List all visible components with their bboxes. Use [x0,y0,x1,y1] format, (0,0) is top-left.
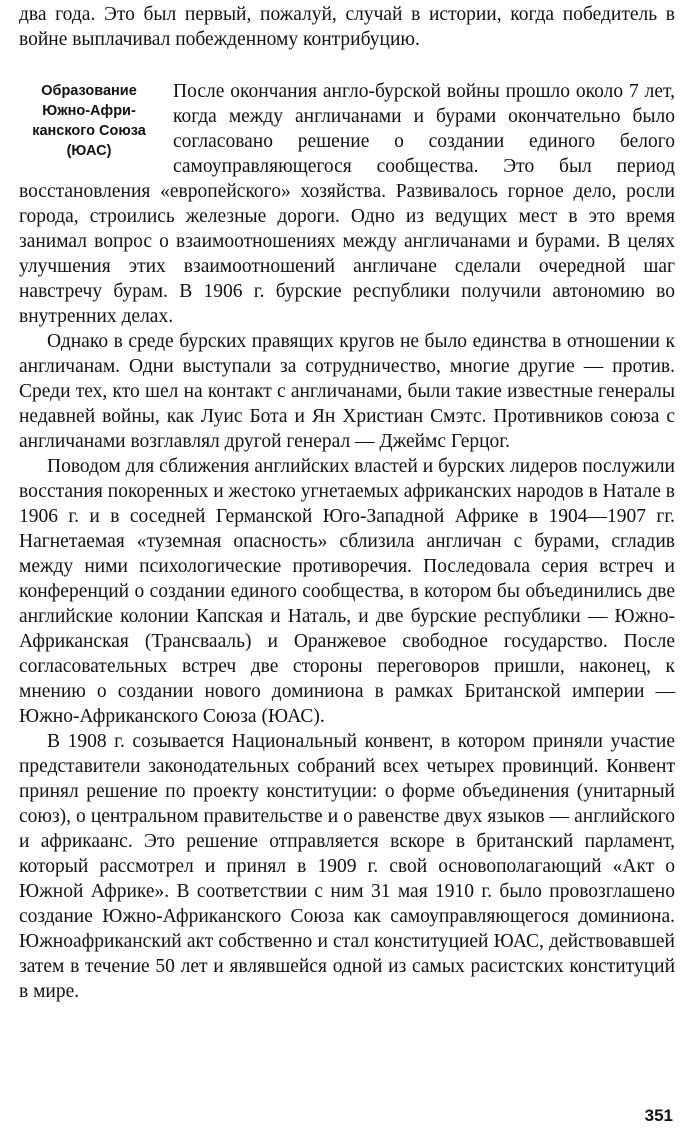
body-paragraph-3: Поводом для сближения английских властей и бурских лидеров послужили восстания покоренных и жестоко угнетаемых африканских народов в Натале в 1906 г. и в соседней Германской Юго-Западной Африке в 1904—1907 гг. Нагнетаемая «туземная опасность» сблизила англичан с бурами, сгладив между ними психологические противоречия. Последовала серия встреч и конференций о создании единого сообщества, в котором бы объединились две английские колонии Капская и Наталь, и две бурские республики — Южно-Африканская (Трансвааль) и Оранжевое свободное государство. После согласовательных встреч две стороны переговоров пришли, наконец, к мнению о создании нового доминиона в рамках Британской империи — Южно-Африканского Союза (ЮАС). [19,456,675,727]
page-number: 351 [644,1106,673,1125]
side-heading-line: Южно-Афри- [42,103,136,119]
side-heading-line: Образование [41,83,137,99]
body-paragraph-2: Однако в среде бурских правящих кругов не было единства в отношении к англичанам. Одни выступали за сотрудничество, многие другие — против. Среди тех, кто шел на контакт с англичанами, были такие известные генералы недавней войны, как Луис Бота и Ян Христиан Смэтс. Противников союза с англичанами возглавлял другой генерал — Джеймс Герцог. [19,331,675,452]
side-heading-line: канского Союза [32,123,146,139]
body-paragraph-4: В 1908 г. созывается Национальный конвент, в котором приняли участие представители законодательных собраний всех четырех провинций. Конвент принял решение по проекту конституции: о форме объединения (унитарный союз), о центральном правительстве и о равенстве двух языков — английского и африкаанс. Это решение отправляется вскоре в британский парламент, который рассмотрел и принял в 1909 г. свой основополагающий «Акт о Южной Африке». В соответствии с ним 31 мая 1910 г. было провозглашено создание Южно-Африканского Союза как самоуправляющегося доминиона. Южноафриканский акт собственно и стал конституцией ЮАС, действовавшей затем в течение 50 лет и являвшейся одной из самых расистских конституций в мире. [19,731,675,1002]
section-formation-of-south-african-union [19,79,675,1004]
intro-paragraph: два года. Это был первый, пожалуй, случай в истории, когда победитель в войне выплачивал побежденному контрибуцию. [19,4,675,50]
body-paragraph-1: После окончания англо-бурской войны прошло около 7 лет, когда между англичанами и бурами окончательно было согласовано решение о создании единого белого самоуправляющегося сообщества. Это был период восстановления «европейского» хозяйства. Развивалось горное дело, росли города, строились железные дороги. Одно из ведущих мест в это время занимал вопрос о взаимоотношениях между англичанами и бурами. В целях улучшения этих взаимоотношений англичане сделали очередной шаг навстречу бурам. В 1906 г. бурские республики получили автономию во внутренних делах. [19,81,675,327]
book-page [19,2,675,1132]
side-heading-line: (ЮАС) [66,143,112,159]
side-heading [19,81,159,161]
